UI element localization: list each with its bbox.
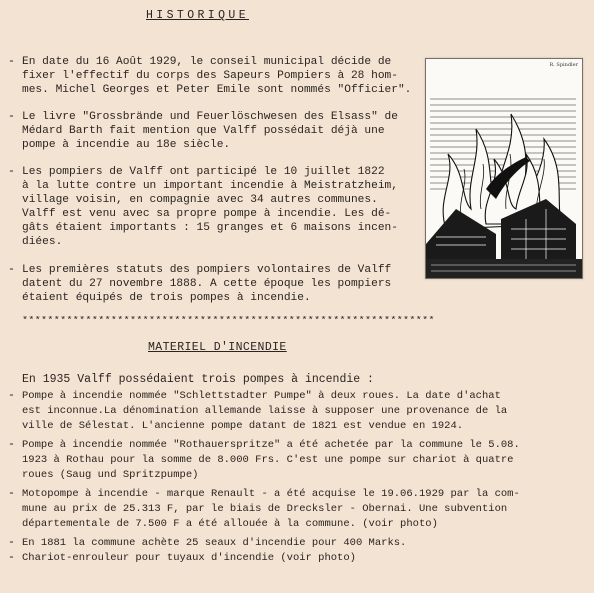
fire-illustration — [425, 58, 583, 279]
bullet: - — [8, 438, 15, 451]
bullet: - — [8, 389, 15, 402]
section-title-materiel: MATERIEL D'INCENDIE — [148, 341, 287, 354]
materiel-intro: En 1935 Valff possédaient trois pompes à incendie : — [22, 373, 374, 386]
materiel-item-1: Pompe à incendie nommée "Schlettstadter Pumpe" à deux roues. La date d'achat est inconnue.La dénomination allemande laisse à supposer une provenance de la ville de Sélestat. L'ancienne pompe datant de 1821 est vendue en 1924. — [22, 390, 508, 432]
bullet: - — [8, 536, 15, 549]
illustration-signature: R. Spindler — [549, 62, 578, 68]
section-title-historique: HISTORIQUE — [146, 9, 250, 22]
history-paragraph-2: Le livre "Grossbrände und Feuerlöschwesen des Elsass" de Médard Barth fait mention que Valff possédait déjà une pompe à incendie au 18e siècle. — [22, 111, 398, 151]
bullet: - — [8, 165, 15, 178]
materiel-item-5: Chariot-enrouleur pour tuyaux d'incendie (voir photo) — [22, 552, 356, 564]
bullet: - — [8, 110, 15, 123]
bullet: - — [8, 551, 15, 564]
materiel-item-3: Motopompe à incendie - marque Renault - a été acquise le 19.06.1929 par la com- mune au prix de 25.313 F, par le biais de Drecksler - Obernai. Une subvention départementale de 7.500 F a été allouée à la commune. (voir photo) — [22, 488, 520, 530]
bullet: - — [8, 263, 15, 276]
materiel-item-4: En 1881 la commune achète 25 seaux d'incendie pour 400 Marks. — [22, 537, 407, 549]
burning-house-drawing — [426, 59, 582, 278]
bullet: - — [8, 55, 15, 68]
separator-stars: ***************************************************************** — [22, 316, 435, 327]
history-paragraph-1: En date du 16 Août 1929, le conseil municipal décide de fixer l'effectif du corps des Sapeurs Pompiers à 28 hom- mes. Michel Georges et Peter Emile sont nommés "Officier". — [22, 56, 412, 96]
history-paragraph-3: Les pompiers de Valff ont participé le 10 juillet 1822 à la lutte contre un important incendie à Meistratzheim, village voisin, en compagnie avec 34 autres communes. Valff est venu avec sa propre pompe à incendie. Les dé- gâts étaient importants : 15 granges et 6 maisons incen- diées. — [22, 166, 398, 248]
bullet: - — [8, 487, 15, 500]
materiel-item-2: Pompe à incendie nommée "Rothauerspritze" a été achetée par la commune le 5.08. 1923 à Rothau pour la somme de 8.000 Frs. C'est une pompe sur chariot à quatre roues (Saug und Spritzpumpe) — [22, 439, 520, 481]
history-paragraph-4: Les premières statuts des pompiers volontaires de Valff datent du 27 novembre 1888. A cette époque les pompiers étaient équipés de trois pompes à incendie. — [22, 264, 392, 304]
